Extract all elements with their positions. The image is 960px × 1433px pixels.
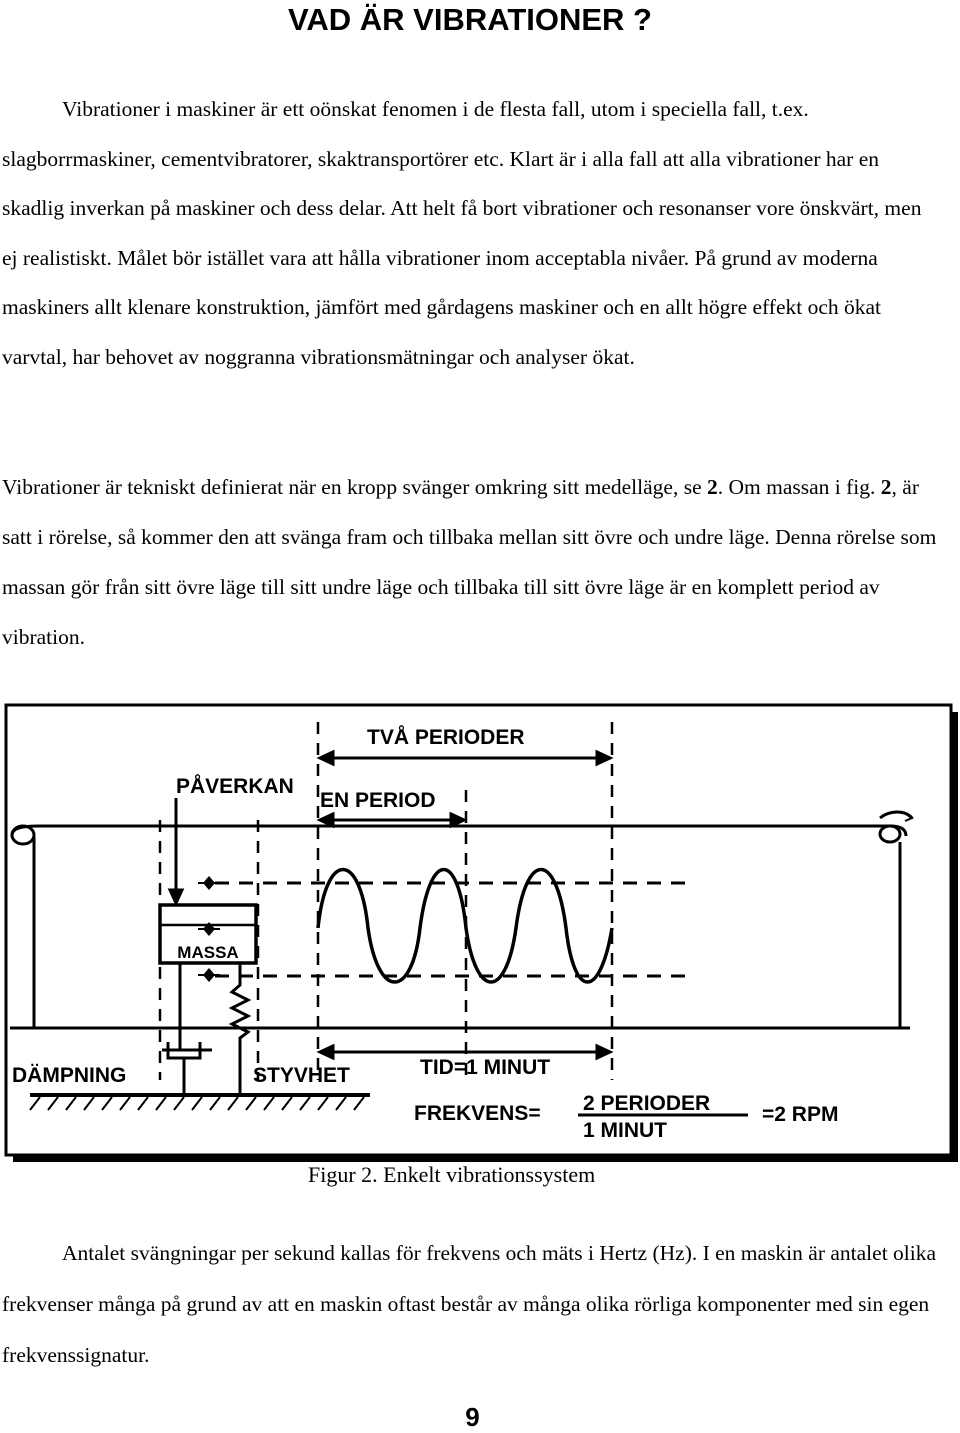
label-paverkan: PÅVERKAN [176,775,294,798]
paragraph-frequency-text: Antalet svängningar per sekund kallas för frekvens och mäts i Hertz (Hz). I en maskin är antalet olika frekvenser många på grund av att en maskin oftast består av många olika rörliga komponenter med sin egen frekvenssignatur. [2,1241,937,1367]
label-frequency: FREKVENS= [414,1102,541,1125]
figure-ref-2: 2 [880,475,892,499]
label-massa: MASSA [177,943,239,962]
paragraph-definition-text-c: , är satt i rörelse, så kommer den att svänga fram och tillbaka mellan sitt övre och undre läge. Denna rörelse som massan gör från sitt övre läge till sitt undre läge och tillbaka till sitt övre läge är en komplett period av vibration. [2,475,937,649]
label-dampning: DÄMPNING [12,1064,127,1087]
figure-ref-1: 2 [707,475,718,499]
vibration-system-figure [0,700,960,1170]
label-two-periods: TVÅ PERIODER [367,726,525,749]
label-numerator: 2 PERIODER [583,1092,711,1115]
paragraph-frequency [2,1228,942,1381]
label-time: TID=1 MINUT [420,1056,551,1079]
paragraph-definition-text-a: Vibrationer är tekniskt definierat när en kropp svänger omkring sitt medelläge, se [2,475,707,499]
label-one-period: EN PERIOD [320,789,436,812]
paragraph-intro [2,85,942,382]
page-number: 9 [465,1402,480,1432]
label-result: =2 RPM [762,1103,839,1126]
paragraph-intro-text: Vibrationer i maskiner är ett oönskat fenomen i de flesta fall, utom i speciella fall, t.ex. slagborrmaskiner, cementvibratorer, skaktransportörer etc. Klart är i alla fall att alla vibrationer har en skadlig inverkan på maskiner och dess delar. Att helt få bort vibrationer och resonanser vore önskvärt, men ej realistiskt. Målet bör istället vara att hålla vibrationer inom acceptabla nivåer. På grund av moderna maskiners allt klenare konstruktion, jämfört med gårdagens maskiner och en allt högre effekt och ökat varvtal, har behovet av noggranna vibrationsmätningar och analyser ökat. [2,97,922,369]
label-styvhet: STYVHET [253,1064,350,1087]
label-denominator: 1 MINUT [583,1119,667,1142]
figure-caption: Figur 2. Enkelt vibrationssystem [308,1162,596,1187]
page-title: VAD ÄR VIBRATIONER ? [288,2,652,37]
paragraph-definition [2,462,942,662]
paragraph-definition-text-b: . Om massan i fig. [717,475,881,499]
figure-frame [6,705,951,1155]
